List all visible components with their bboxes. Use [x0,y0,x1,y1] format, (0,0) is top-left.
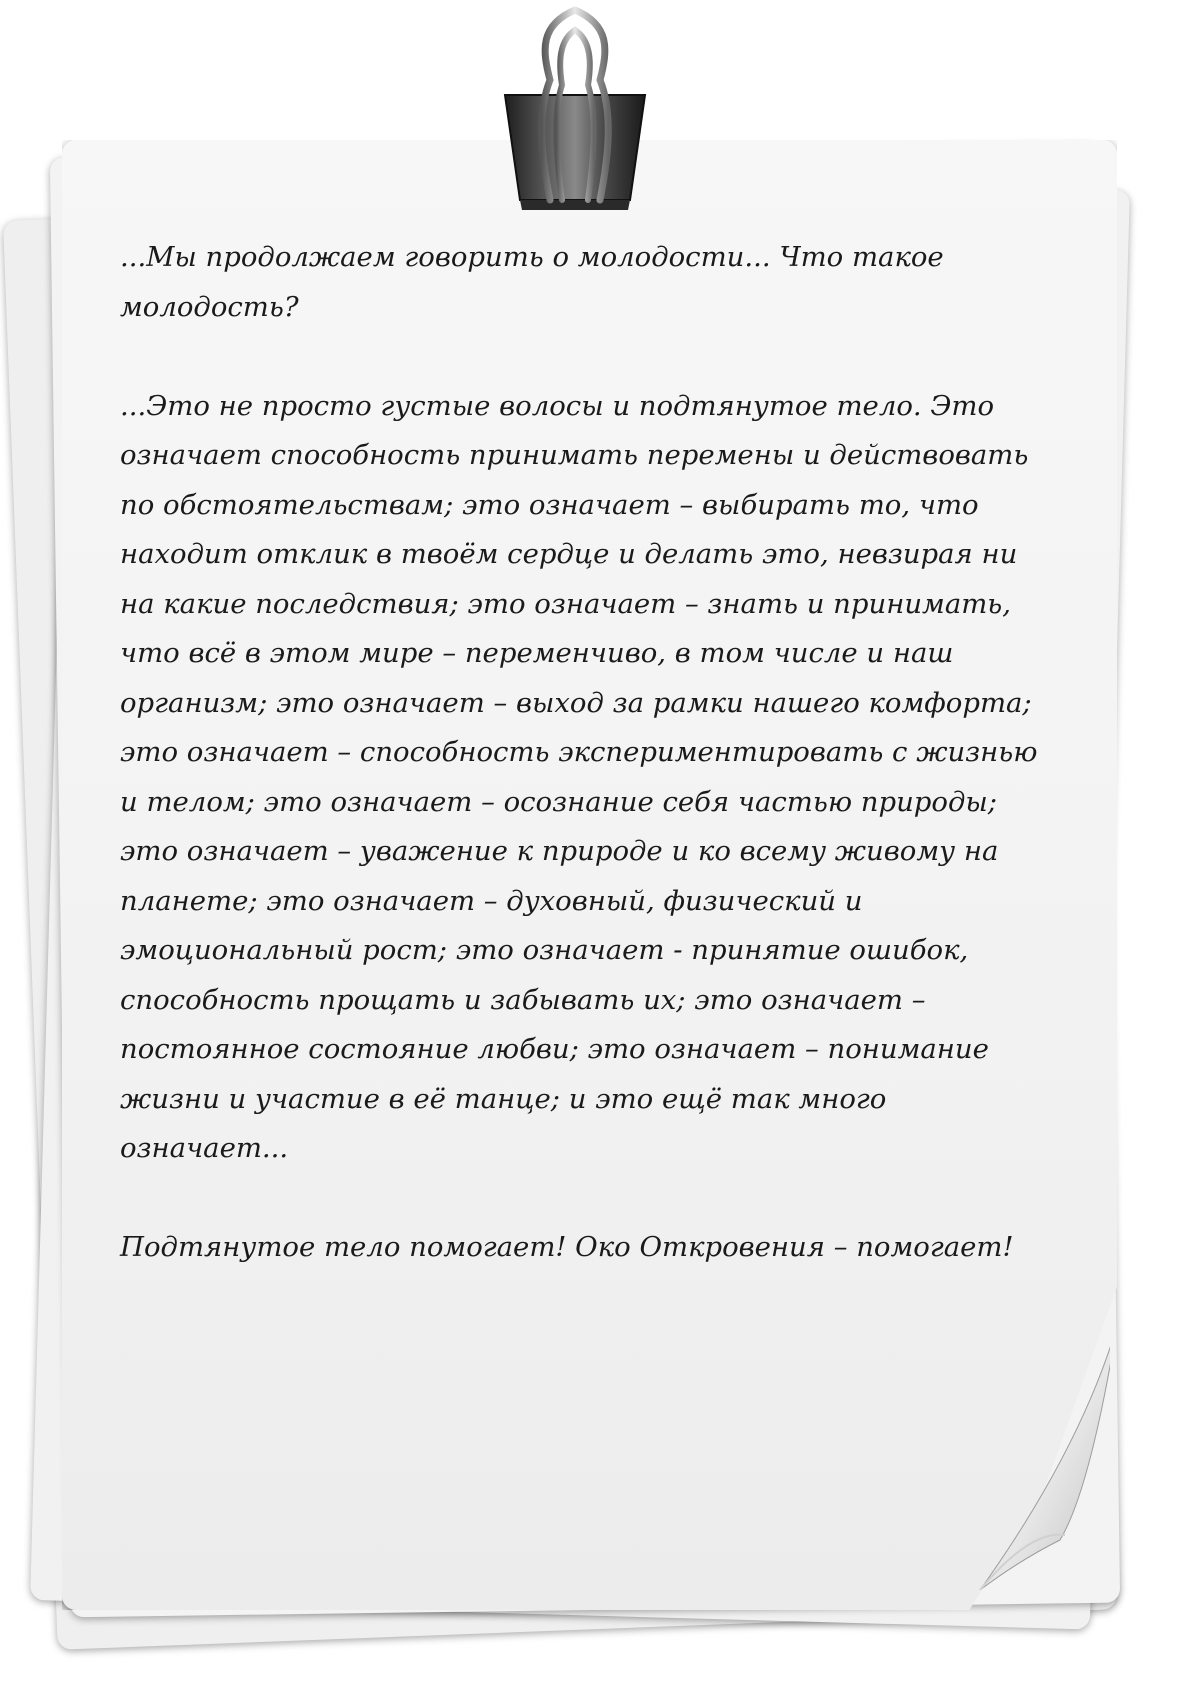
paragraph-intro: ...Мы продолжаем говорить о молодости... Что такое молодость? [120,241,944,323]
binder-clip-icon [480,0,670,215]
paragraph-conclusion: Подтянутое тело помогает! Око Откровения – помогает! [120,1231,1014,1263]
paragraph-spacer [120,332,1060,382]
document-text [120,233,1060,1273]
page-curl-icon [960,1290,1110,1590]
paragraph-spacer [120,1174,1060,1224]
paragraph-body: ...Это не просто густые волосы и подтянутое тело. Это означает способность принимать перемены и действовать по обстоятельствам; это означает – выбирать то, что находит отклик в твоём сердце и делать это, невзирая ни на какие последствия; это означает – знать и принимать, что всё в этом мире – переменчиво, в том числе и наш организм; это означает – выход за рамки нашего комфорта; это означает – способность экспериментировать с жизнью и телом; это означает – осознание себя частью природы; это означает – уважение к природе и ко всему живому на планете; это означает – духовный, физический и эмоциональный рост; это означает - принятие ошибок, способность прощать и забывать их; это означает – постоянное состояние любви; это означает – понимание жизни и участие в её танце; и это ещё так много означает... [120,389,1038,1164]
